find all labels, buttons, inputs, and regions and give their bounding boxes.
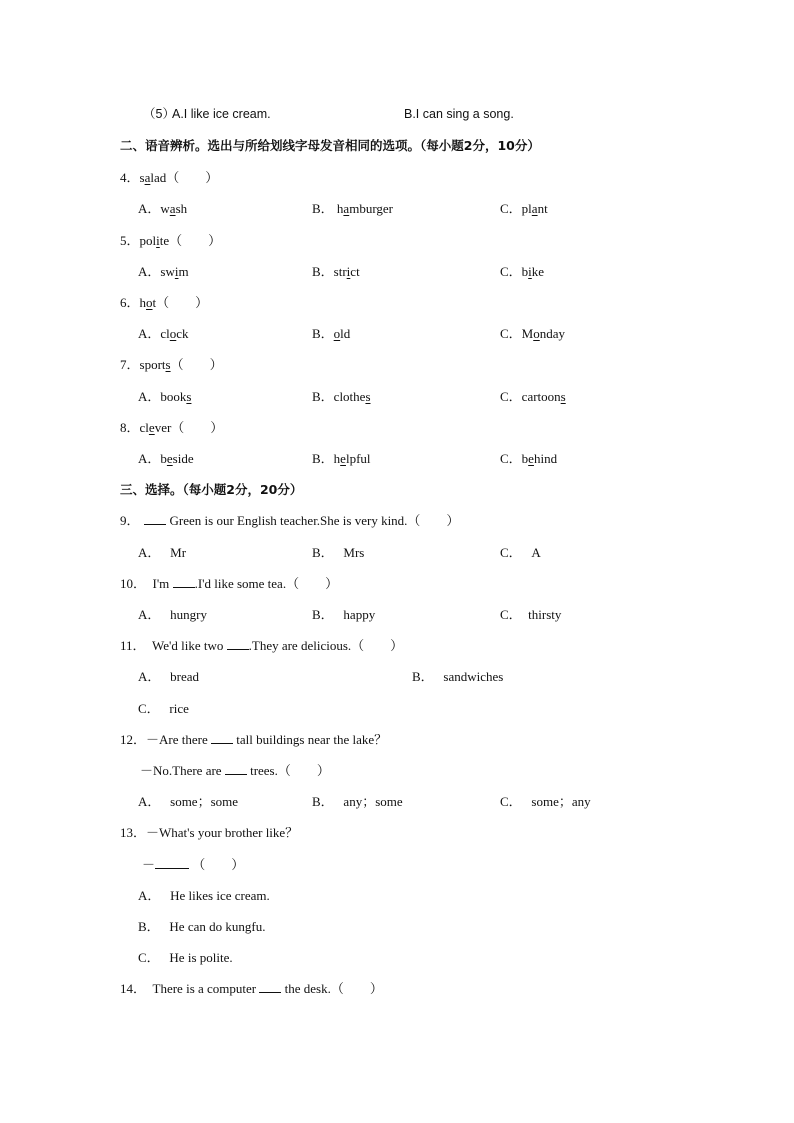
underlined-letter: o [146, 295, 153, 310]
q6-option-c: C．Monday [500, 326, 566, 341]
question-5: 5．polite（ ） [120, 233, 222, 248]
q4-option-a: A．wash [138, 201, 188, 216]
q8-option-b: B．helpful [312, 451, 371, 466]
question-12: 12．－Are there tall buildings near the lake？ [120, 732, 388, 747]
underlined-letter: e [148, 420, 155, 435]
answer-blank [227, 638, 249, 650]
q13-option-b: B． He can do kungfu. [138, 919, 266, 934]
underlined-letter: a [144, 170, 151, 185]
q4-option-c: C．plant [500, 201, 548, 216]
q6-option-a: A．clock [138, 326, 189, 341]
q12-option-a: A． some；some [138, 794, 239, 809]
q13-option-c: C． He is polite. [138, 950, 233, 965]
answer-blank [144, 513, 166, 525]
answer-blank [155, 857, 189, 869]
q9-option-b: B． Mrs [312, 545, 365, 560]
question-9: 9． Green is our English teacher.She is very kind.（ ） [120, 513, 460, 528]
question-11: 11． We'd like two .They are delicious.（ ） [120, 638, 404, 653]
q9-option-a: A． Mr [138, 545, 187, 560]
q7-option-a: A．books [138, 389, 192, 404]
question-7: 7．sports（ ） [120, 357, 223, 372]
q5-option-c: C．bike [500, 264, 545, 279]
question-13-line-2: － （ ） [142, 857, 245, 872]
q11-option-c: C． rice [138, 701, 189, 716]
q12-option-b: B． any；some [312, 794, 403, 809]
q5-prev-option-a: A.I like ice cream. [172, 107, 271, 121]
question-8: 8．clever（ ） [120, 420, 224, 435]
question-12-line-2: －No.There are trees.（ ） [140, 763, 330, 778]
underlined-letter: s [165, 357, 171, 372]
q5-prev-option-b: B.I can sing a song. [404, 107, 514, 121]
question-4: 4．salad（ ） [120, 170, 219, 185]
q7-option-b: B．clothes [312, 389, 371, 404]
underlined-letter: i [156, 233, 160, 248]
q10-option-b: B． happy [312, 607, 376, 622]
q10-option-c: C． thirsty [500, 607, 562, 622]
answer-blank [225, 763, 247, 775]
question-14: 14． There is a computer the desk.（ ） [120, 981, 383, 996]
section-3-heading: 三、选择。（每小题2分，20分） [120, 482, 303, 497]
q7-option-c: C．cartoons [500, 389, 566, 404]
answer-blank [211, 732, 233, 744]
question-13: 13．－What's your brother like？ [120, 825, 299, 840]
answer-paren: （ ） [166, 170, 219, 185]
question-6: 6．hot（ ） [120, 295, 209, 310]
question-10: 10． I'm .I'd like some tea.（ ） [120, 576, 339, 591]
q9-option-c: C． A [500, 545, 541, 560]
q6-option-b: B．old [312, 326, 351, 341]
q5-prev-number: （5） [143, 107, 175, 121]
question-number: 4． [120, 170, 140, 185]
q5-option-a: A．swim [138, 264, 189, 279]
answer-blank [259, 981, 281, 993]
q11-option-a: A． bread [138, 669, 200, 684]
q4-option-b: B． hamburger [312, 201, 394, 216]
q8-option-a: A．beside [138, 451, 194, 466]
q12-option-c: C． some；any [500, 794, 591, 809]
q10-option-a: A． hungry [138, 607, 207, 622]
answer-blank [173, 576, 195, 588]
q8-option-c: C．behind [500, 451, 558, 466]
section-2-heading: 二、语音辨析。选出与所给划线字母发音相同的选项。（每小题2分，10分） [120, 138, 540, 153]
q5-option-b: B．strict [312, 264, 360, 279]
q13-option-a: A． He likes ice cream. [138, 888, 270, 903]
q11-option-b: B． sandwiches [412, 669, 504, 684]
